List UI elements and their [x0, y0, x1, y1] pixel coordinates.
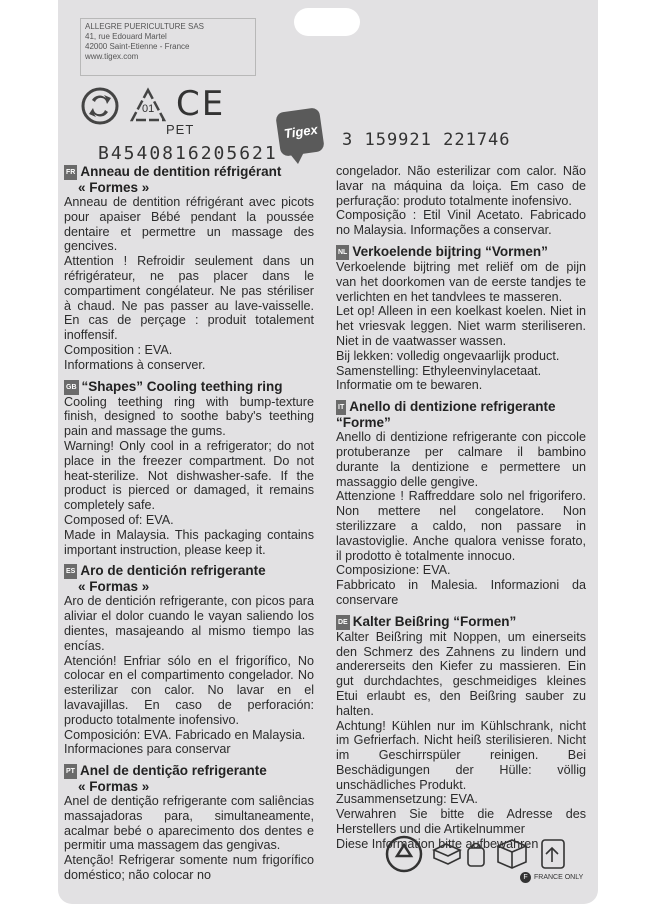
france-only-label: [520, 872, 583, 883]
paragraph: Composed of: EVA.: [64, 512, 174, 527]
paragraph: Samenstelling: Ethyleenvinylacetaat.: [336, 363, 542, 378]
ce-mark: CE: [176, 84, 226, 124]
brand-name: Tigex: [283, 121, 319, 142]
paragraph: Attention ! Refroidir seulement dans un réfrigérateur, ne pas placer dans le compartiment congélateur. Ne pas stériliser à chaud. Ne pas passer au lave-vaisselle. En cas de perçage : produit totalement inoffensif.: [64, 254, 314, 343]
address-line: www.tigex.com: [85, 52, 139, 61]
section-pt: [64, 763, 314, 883]
pet-code: 01: [142, 103, 155, 115]
paragraph: Diese Information bitte aufbewahren: [336, 836, 539, 851]
paragraph: Zusammensetzung: EVA.: [336, 792, 478, 807]
paragraph: Verwahren Sie bitte die Adresse des Herstellers und die Artikelnummer: [336, 807, 586, 837]
right-column: [336, 164, 586, 858]
section-title: [64, 563, 314, 579]
flag-de-icon: DE: [336, 615, 350, 630]
paragraph: Anel de dentição refrigerante com saliências massajadoras para, simultaneamente, acalmar bebé o aparecimento dos dentes e permitir uma massagem das gengivas.: [64, 794, 314, 853]
hang-hole: [294, 8, 360, 36]
paragraph: Bij lekken: volledig ongevaarlijk product.: [336, 348, 560, 363]
paragraph: Cooling teething ring with bump-texture finish, designed to soothe baby's teething pain and massage the gums.: [64, 394, 314, 439]
title-text: Verkoelende bijtring “Vormen”: [352, 243, 548, 259]
title-text: Kalter Beißring “Formen”: [352, 613, 517, 629]
batch-number: B4540816205621: [98, 143, 278, 164]
paragraph: Attenzione ! Raffreddare solo nel frigorifero. Non mettere nel congelatore. Non sterilizzare a caldo, non passare in lavastoviglie. Anche qualora venisse forato, il prodotto è totalmente innocuo.: [336, 489, 586, 563]
flag-es-icon: ES: [64, 564, 77, 579]
section-de: [336, 614, 586, 852]
france-badge: F: [520, 872, 531, 883]
section-title: [64, 379, 314, 395]
address-line: 41, rue Edouard Martel: [85, 32, 167, 41]
paragraph: Made in Malaysia. This packaging contains important instruction, please keep it.: [64, 527, 314, 557]
section-title: [336, 614, 586, 630]
section-subtitle: « Formas »: [78, 779, 150, 795]
title-text: “Shapes” Cooling teething ring: [81, 378, 283, 394]
section-title: [64, 763, 314, 779]
section-it: [336, 399, 586, 608]
section-en: [64, 379, 314, 558]
paragraph: Composición: EVA. Fabricado en Malaysia.: [64, 727, 306, 742]
paragraph: Composição : Etil Vinil Acetato. Fabricado no Malaysia. Informações a conservar.: [336, 208, 586, 238]
paragraph: Composition : EVA.: [64, 342, 173, 357]
paragraph: Anneau de dentition réfrigérant avec picots pour apaiser Bébé pendant la poussée dentaire et permettre un massage des gencives.: [64, 195, 314, 254]
paragraph: Achtung! Kühlen nur im Kühlschrank, nicht im Gefrierfach. Nicht heiß sterilisieren. Nicht im Geschirrspüler reinigen. Bei Beschädigungen der Hülle: völlig unschädliches Produkt.: [336, 718, 586, 792]
recycle-bin-icon: [542, 840, 564, 868]
section-title: [64, 164, 314, 180]
sorting-symbols: [384, 832, 584, 876]
paragraph: Aro de dentición refrigerante, con picos para aliviar el dolor cuando le vayan saliendo los dientes, masajeando al mismo tiempo las encías.: [64, 594, 314, 653]
paragraph: Anello di dentizione refrigerante con piccole protuberanze per calmare il bambino durante la dentizione e permettere un massaggio delle gengive.: [336, 430, 586, 489]
manufacturer-address: [80, 18, 256, 76]
flag-gb-icon: GB: [64, 380, 79, 395]
title-text: Anneau de dentition réfrigérant: [80, 164, 282, 179]
address-line: ALLEGRE PUERICULTURE SAS: [85, 22, 204, 31]
triman-icon: [387, 837, 421, 871]
paragraph: Informaciones para conservar: [64, 742, 231, 757]
paragraph: Let op! Alleen in een koelkast koelen. Niet in het vriesvak leggen. Niet warm steriliseren. Niet in de vaatwasser wassen.: [336, 304, 586, 348]
section-pt-continued: [336, 164, 586, 238]
tray-icon: [434, 844, 460, 864]
green-dot-icon: [80, 86, 120, 126]
section-nl: [336, 244, 586, 393]
flag-pt-icon: PT: [64, 764, 77, 779]
flag-fr-icon: FR: [64, 165, 77, 180]
barcode-number: 3 159921 221746: [342, 130, 511, 150]
title-text: Anello di dentizione refrigerante “Forme”: [336, 399, 556, 431]
box-icon: [498, 840, 526, 868]
section-subtitle: « Formes »: [78, 180, 150, 195]
pet-label: PET: [166, 122, 195, 137]
title-text: Aro de dentición refrigerante: [80, 563, 266, 579]
section-subtitle: « Formas »: [78, 579, 150, 595]
title-text: Anel de dentição refrigerante: [79, 763, 267, 779]
paragraph: congelador. Não esterilizar com calor. Não lavar na máquina da loiça. Em caso de perfuração: produto totalmente inofensivo.: [336, 164, 586, 208]
address-line: 42000 Saint-Etienne - France: [85, 42, 190, 51]
flag-nl-icon: NL: [336, 245, 349, 260]
flag-it-icon: IT: [336, 400, 346, 415]
france-only-text: FRANCE ONLY: [534, 874, 584, 881]
paragraph: Informations à conserver.: [64, 357, 206, 372]
paragraph: Fabbricato in Malesia. Informazioni da conservare: [336, 578, 586, 607]
paragraph: Warning! Only cool in a refrigerator; do not place in the freezer compartment. Do not heat-sterilize. Not dishwasher-safe. If the product is pierced or damaged, it remains completely safe.: [64, 438, 314, 513]
section-title: [336, 399, 586, 430]
packaging-card: [58, 0, 598, 904]
left-column: [64, 164, 314, 889]
paragraph: Verkoelende bijtring met reliëf om de pijn van het doorkomen van de eerste tandjes te verlichten en het tandvlees te masseren.: [336, 259, 586, 304]
paragraph: Composizione: EVA.: [336, 563, 451, 578]
section-fr: [64, 164, 314, 373]
paragraph: Atenção! Refrigerar somente num frigorífico doméstico; não colocar no: [64, 853, 314, 883]
paragraph: Informatie om te bewaren.: [336, 378, 483, 393]
bag-icon: [468, 844, 484, 867]
section-title: [336, 244, 586, 260]
section-es: [64, 563, 314, 757]
paragraph: Atención! Enfriar sólo en el frigorífico, No colocar en el compartimento congelador. No esterilizar con calor. No lavar en el lavavajillas. En caso de perforación: producto totalmente inofensivo.: [64, 653, 314, 727]
paragraph: Kalter Beißring mit Noppen, um einerseits den Schmerz des Zahnens zu lindern und andererseits den Kiefer zu massieren. Ein gut durchdachtes, geschmeidiges kleines Etui erlaubt es, den Beißring sauber zu halten.: [336, 629, 586, 718]
